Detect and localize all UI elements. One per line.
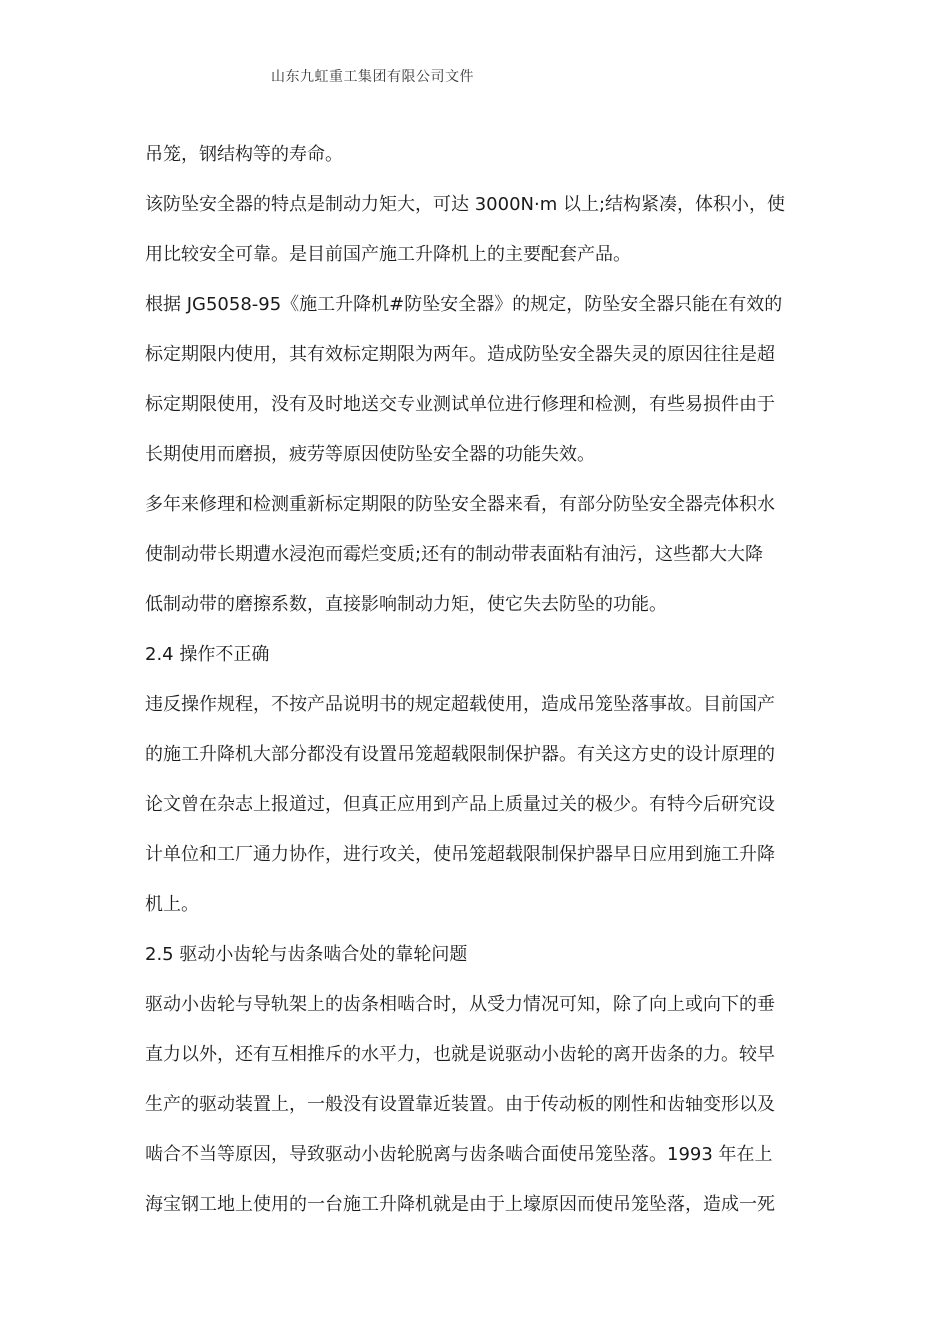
body-line: 多年来修理和检测重新标定期限的防坠安全器来看，有部分防坠安全器壳体积水 xyxy=(145,494,775,515)
body-line: 标定期限内使用，其有效标定期限为两年。造成防坠安全器失灵的原因往往是超 xyxy=(145,344,775,365)
body-line: 生产的驱动装置上，一般没有设置靠近装置。由于传动板的刚性和齿轴变形以及 xyxy=(145,1094,775,1115)
body-line: 啮合不当等原因，导致驱动小齿轮脱离与齿条啮合面使吊笼坠落。1993 年在上 xyxy=(145,1144,773,1165)
body-line: 根据 JG5058-95《施工升降机#防坠安全器》的规定，防坠安全器只能在有效的 xyxy=(145,294,783,315)
body-line: 违反操作规程，不按产品说明书的规定超载使用，造成吊笼坠落事故。目前国产 xyxy=(145,694,775,715)
body-line: 直力以外，还有互相推斥的水平力，也就是说驱动小齿轮的离开齿条的力。较早 xyxy=(145,1044,775,1065)
body-line: 该防坠安全器的特点是制动力矩大，可达 3000N·m 以上;结构紧凑，体积小，使 xyxy=(145,194,786,215)
body-line: 计单位和工厂通力协作，进行攻关，使吊笼超载限制保护器早日应用到施工升降 xyxy=(145,844,775,865)
body-line: 论文曾在杂志上报道过，但真正应用到产品上质量过关的极少。有特今后研究设 xyxy=(145,794,775,815)
body-line: 驱动小齿轮与导轨架上的齿条相啮合时，从受力情况可知，除了向上或向下的垂 xyxy=(145,994,775,1015)
body-line: 海宝钢工地上使用的一台施工升降机就是由于上壕原因而使吊笼坠落，造成一死 xyxy=(145,1194,775,1215)
body-line: 的施工升降机大部分都没有设置吊笼超载限制保护器。有关这方史的设计原理的 xyxy=(145,744,775,765)
section-heading: 2.4 操作不正确 xyxy=(145,644,270,665)
document-header: 山东九虹重工集团有限公司文件 xyxy=(271,69,474,85)
section-heading: 2.5 驱动小齿轮与齿条啮合处的靠轮问题 xyxy=(145,944,468,965)
body-line: 标定期限使用，没有及时地送交专业测试单位进行修理和检测，有些易损件由于 xyxy=(145,394,775,415)
body-line: 使制动带长期遭水浸泡而霉烂变质;还有的制动带表面粘有油污，这些都大大降 xyxy=(145,544,764,565)
body-line: 机上。 xyxy=(145,894,199,915)
body-line: 吊笼，钢结构等的寿命。 xyxy=(145,144,343,165)
body-line: 长期使用而磨损，疲劳等原因使防坠安全器的功能失效。 xyxy=(145,444,595,465)
body-line: 用比较安全可靠。是目前国产施工升降机上的主要配套产品。 xyxy=(145,244,631,265)
document-body xyxy=(145,130,808,1230)
body-line: 低制动带的磨擦系数，直接影响制动力矩，使它失去防坠的功能。 xyxy=(145,594,667,615)
